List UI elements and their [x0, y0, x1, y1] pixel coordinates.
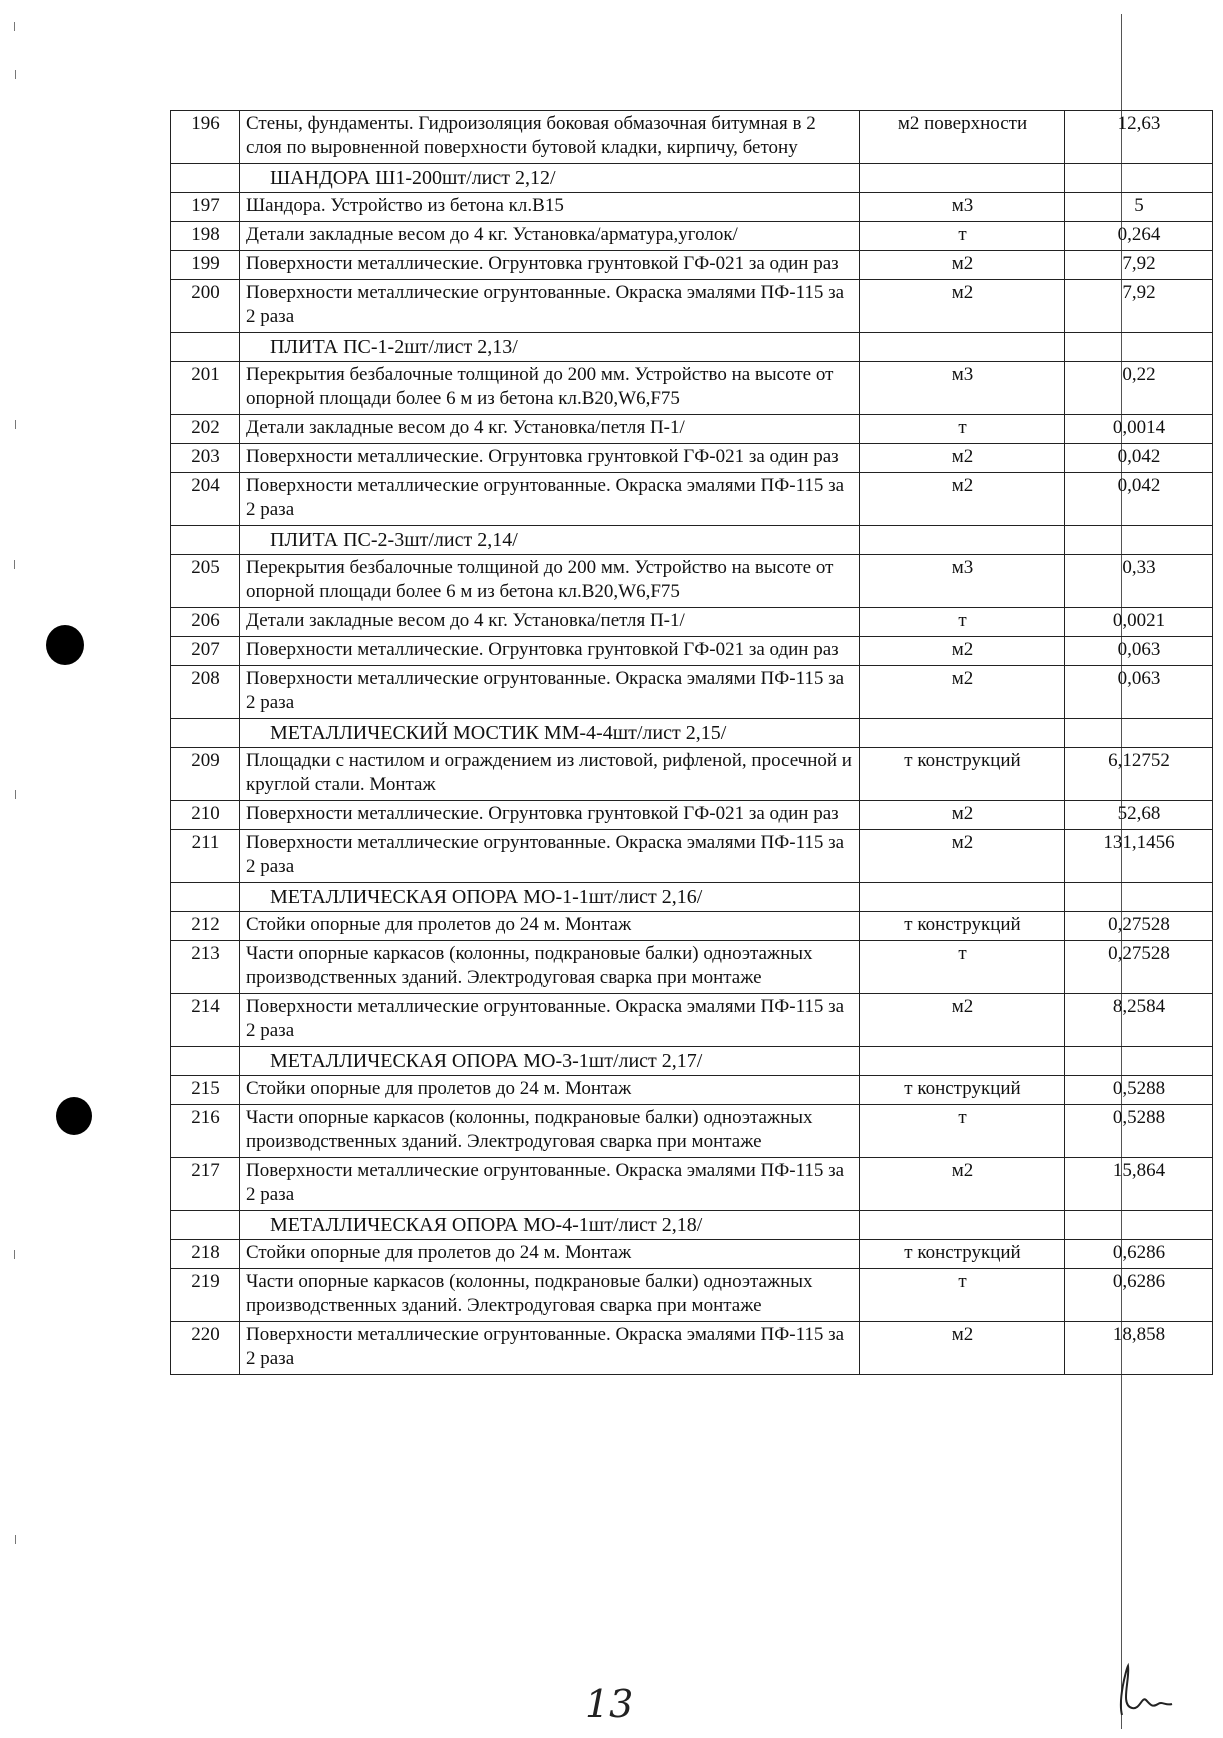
item-description: Поверхности металлические. Огрунтовка грунтовкой ГФ-021 за один раз	[240, 637, 860, 666]
work-items-table	[170, 110, 1213, 1375]
item-description: Поверхности металлические. Огрунтовка грунтовкой ГФ-021 за один раз	[240, 444, 860, 473]
table-row	[171, 801, 1213, 830]
item-number: 203	[171, 444, 240, 473]
item-number: 205	[171, 555, 240, 608]
item-quantity: 0,6286	[1065, 1240, 1213, 1269]
cell-empty	[1065, 526, 1213, 555]
item-number: 206	[171, 608, 240, 637]
scan-edge-mark	[15, 790, 16, 799]
hole-punch-mark-top	[46, 625, 84, 665]
item-number: 217	[171, 1158, 240, 1211]
item-description: Стойки опорные для пролетов до 24 м. Монтаж	[240, 1076, 860, 1105]
table-row	[171, 444, 1213, 473]
table-row	[171, 941, 1213, 994]
item-quantity: 18,858	[1065, 1322, 1213, 1375]
item-description: Поверхности металлические огрунтованные. Окраска эмалями ПФ-115 за 2 раза	[240, 1322, 860, 1375]
item-quantity: 5	[1065, 193, 1213, 222]
item-quantity: 0,063	[1065, 666, 1213, 719]
item-unit: т конструкций	[860, 1240, 1065, 1269]
item-description: Части опорные каркасов (колонны, подкрановые балки) одноэтажных производственных зданий. Электродуговая сварка при монтаже	[240, 1105, 860, 1158]
item-description: Поверхности металлические огрунтованные. Окраска эмалями ПФ-115 за 2 раза	[240, 666, 860, 719]
item-number: 212	[171, 912, 240, 941]
cell-empty	[860, 719, 1065, 748]
section-header-row	[171, 333, 1213, 362]
item-unit: т	[860, 1269, 1065, 1322]
section-header-row	[171, 1047, 1213, 1076]
item-quantity: 0,5288	[1065, 1076, 1213, 1105]
item-number: 202	[171, 415, 240, 444]
cell-empty	[1065, 164, 1213, 193]
item-description: Перекрытия безбалочные толщиной до 200 мм. Устройство на высоте от опорной площади более 6 м из бетона кл.В20,W6,F75	[240, 362, 860, 415]
item-number: 216	[171, 1105, 240, 1158]
item-number: 209	[171, 748, 240, 801]
item-quantity: 15,864	[1065, 1158, 1213, 1211]
item-description: Поверхности металлические огрунтованные. Окраска эмалями ПФ-115 за 2 раза	[240, 280, 860, 333]
item-quantity: 0,5288	[1065, 1105, 1213, 1158]
table-row	[171, 1158, 1213, 1211]
item-description: Части опорные каркасов (колонны, подкрановые балки) одноэтажных производственных зданий. Электродуговая сварка при монтаже	[240, 1269, 860, 1322]
item-description: Детали закладные весом до 4 кг. Установка/арматура,уголок/	[240, 222, 860, 251]
table-row	[171, 193, 1213, 222]
item-quantity: 8,2584	[1065, 994, 1213, 1047]
item-number: 208	[171, 666, 240, 719]
table-row	[171, 1240, 1213, 1269]
cell-empty	[171, 164, 240, 193]
table-row	[171, 666, 1213, 719]
table-row	[171, 473, 1213, 526]
item-unit: м2	[860, 801, 1065, 830]
table-row	[171, 830, 1213, 883]
section-header-row	[171, 883, 1213, 912]
scan-edge-mark	[14, 560, 15, 569]
item-quantity: 12,63	[1065, 111, 1213, 164]
item-unit: т	[860, 1105, 1065, 1158]
item-number: 214	[171, 994, 240, 1047]
cell-empty	[1065, 1047, 1213, 1076]
item-description: Поверхности металлические огрунтованные. Окраска эмалями ПФ-115 за 2 раза	[240, 1158, 860, 1211]
item-quantity: 0,042	[1065, 444, 1213, 473]
item-number: 219	[171, 1269, 240, 1322]
item-unit: м2	[860, 473, 1065, 526]
table-row	[171, 994, 1213, 1047]
item-quantity: 0,264	[1065, 222, 1213, 251]
table-row	[171, 251, 1213, 280]
item-description: Стены, фундаменты. Гидроизоляция боковая обмазочная битумная в 2 слоя по выровненной поверхности бутовой кладки, кирпичу, бетону	[240, 111, 860, 164]
item-unit: м2 поверхности	[860, 111, 1065, 164]
page-number: 13	[585, 1682, 634, 1726]
cell-empty	[1065, 883, 1213, 912]
item-number: 204	[171, 473, 240, 526]
section-title: МЕТАЛЛИЧЕСКАЯ ОПОРА МО-4-1шт/лист 2,18/	[240, 1211, 860, 1240]
item-unit: м3	[860, 193, 1065, 222]
table-row	[171, 1076, 1213, 1105]
cell-empty	[171, 333, 240, 362]
scan-edge-mark	[15, 420, 16, 429]
item-quantity: 7,92	[1065, 280, 1213, 333]
section-header-row	[171, 526, 1213, 555]
table-row	[171, 222, 1213, 251]
item-unit: м2	[860, 251, 1065, 280]
item-quantity: 0,27528	[1065, 912, 1213, 941]
scan-edge-mark	[14, 22, 15, 31]
item-unit: м3	[860, 362, 1065, 415]
item-unit: т	[860, 608, 1065, 637]
item-number: 200	[171, 280, 240, 333]
section-header-row	[171, 164, 1213, 193]
scan-edge-mark	[14, 1250, 15, 1259]
item-unit: м2	[860, 280, 1065, 333]
item-number: 218	[171, 1240, 240, 1269]
item-number: 196	[171, 111, 240, 164]
item-quantity: 0,27528	[1065, 941, 1213, 994]
item-number: 211	[171, 830, 240, 883]
item-quantity: 131,1456	[1065, 830, 1213, 883]
item-description: Площадки с настилом и ограждением из листовой, рифленой, просечной и круглой стали. Монтаж	[240, 748, 860, 801]
item-quantity: 0,0014	[1065, 415, 1213, 444]
section-title: ПЛИТА ПС-1-2шт/лист 2,13/	[240, 333, 860, 362]
item-number: 198	[171, 222, 240, 251]
cell-empty	[860, 526, 1065, 555]
scan-edge-mark	[15, 70, 16, 79]
item-number: 220	[171, 1322, 240, 1375]
table-row	[171, 280, 1213, 333]
item-unit: т	[860, 415, 1065, 444]
cell-empty	[171, 1047, 240, 1076]
table-row	[171, 608, 1213, 637]
table-row	[171, 637, 1213, 666]
section-title: МЕТАЛЛИЧЕСКИЙ МОСТИК ММ-4-4шт/лист 2,15/	[240, 719, 860, 748]
item-unit: т конструкций	[860, 1076, 1065, 1105]
item-quantity: 52,68	[1065, 801, 1213, 830]
item-description: Стойки опорные для пролетов до 24 м. Монтаж	[240, 912, 860, 941]
item-description: Части опорные каркасов (колонны, подкрановые балки) одноэтажных производственных зданий. Электродуговая сварка при монтаже	[240, 941, 860, 994]
scan-edge-mark	[15, 1535, 16, 1544]
cell-empty	[171, 719, 240, 748]
item-number: 201	[171, 362, 240, 415]
item-unit: т	[860, 941, 1065, 994]
item-unit: м2	[860, 666, 1065, 719]
item-quantity: 0,33	[1065, 555, 1213, 608]
item-quantity: 0,063	[1065, 637, 1213, 666]
item-quantity: 7,92	[1065, 251, 1213, 280]
item-description: Перекрытия безбалочные толщиной до 200 мм. Устройство на высоте от опорной площади более 6 м из бетона кл.В20,W6,F75	[240, 555, 860, 608]
cell-empty	[860, 1211, 1065, 1240]
item-unit: м2	[860, 637, 1065, 666]
section-title: ШАНДОРА Ш1-200шт/лист 2,12/	[240, 164, 860, 193]
item-description: Поверхности металлические огрунтованные. Окраска эмалями ПФ-115 за 2 раза	[240, 830, 860, 883]
item-description: Детали закладные весом до 4 кг. Установка/петля П-1/	[240, 608, 860, 637]
table-row	[171, 912, 1213, 941]
item-description: Поверхности металлические огрунтованные. Окраска эмалями ПФ-115 за 2 раза	[240, 994, 860, 1047]
item-description: Шандора. Устройство из бетона кл.В15	[240, 193, 860, 222]
table-row	[171, 748, 1213, 801]
cell-empty	[171, 883, 240, 912]
table-row	[171, 1322, 1213, 1375]
section-title: МЕТАЛЛИЧЕСКАЯ ОПОРА МО-1-1шт/лист 2,16/	[240, 883, 860, 912]
cell-empty	[1065, 1211, 1213, 1240]
table-row	[171, 415, 1213, 444]
item-description: Поверхности металлические огрунтованные. Окраска эмалями ПФ-115 за 2 раза	[240, 473, 860, 526]
item-quantity: 6,12752	[1065, 748, 1213, 801]
item-unit: м3	[860, 555, 1065, 608]
cell-empty	[171, 526, 240, 555]
hole-punch-mark-bottom	[56, 1097, 92, 1135]
item-quantity: 0,6286	[1065, 1269, 1213, 1322]
item-description: Детали закладные весом до 4 кг. Установка/петля П-1/	[240, 415, 860, 444]
cell-empty	[860, 1047, 1065, 1076]
table-row	[171, 555, 1213, 608]
cell-empty	[171, 1211, 240, 1240]
table-row	[171, 362, 1213, 415]
table-row	[171, 111, 1213, 164]
cell-empty	[860, 164, 1065, 193]
item-unit: т	[860, 222, 1065, 251]
item-unit: м2	[860, 994, 1065, 1047]
item-unit: м2	[860, 1158, 1065, 1211]
table-body	[171, 111, 1213, 1375]
item-unit: т конструкций	[860, 748, 1065, 801]
item-number: 215	[171, 1076, 240, 1105]
item-number: 207	[171, 637, 240, 666]
item-quantity: 0,0021	[1065, 608, 1213, 637]
item-quantity: 0,22	[1065, 362, 1213, 415]
item-unit: м2	[860, 444, 1065, 473]
item-unit: т конструкций	[860, 912, 1065, 941]
section-title: ПЛИТА ПС-2-3шт/лист 2,14/	[240, 526, 860, 555]
table-row	[171, 1105, 1213, 1158]
item-unit: м2	[860, 830, 1065, 883]
item-number: 210	[171, 801, 240, 830]
table-row	[171, 1269, 1213, 1322]
cell-empty	[860, 883, 1065, 912]
cell-empty	[1065, 333, 1213, 362]
cell-empty	[1065, 719, 1213, 748]
cell-empty	[860, 333, 1065, 362]
item-number: 213	[171, 941, 240, 994]
item-description: Стойки опорные для пролетов до 24 м. Монтаж	[240, 1240, 860, 1269]
item-description: Поверхности металлические. Огрунтовка грунтовкой ГФ-021 за один раз	[240, 801, 860, 830]
item-number: 197	[171, 193, 240, 222]
section-header-row	[171, 719, 1213, 748]
item-quantity: 0,042	[1065, 473, 1213, 526]
signature-mark	[1112, 1660, 1182, 1720]
section-title: МЕТАЛЛИЧЕСКАЯ ОПОРА МО-3-1шт/лист 2,17/	[240, 1047, 860, 1076]
item-unit: м2	[860, 1322, 1065, 1375]
section-header-row	[171, 1211, 1213, 1240]
item-number: 199	[171, 251, 240, 280]
item-description: Поверхности металлические. Огрунтовка грунтовкой ГФ-021 за один раз	[240, 251, 860, 280]
